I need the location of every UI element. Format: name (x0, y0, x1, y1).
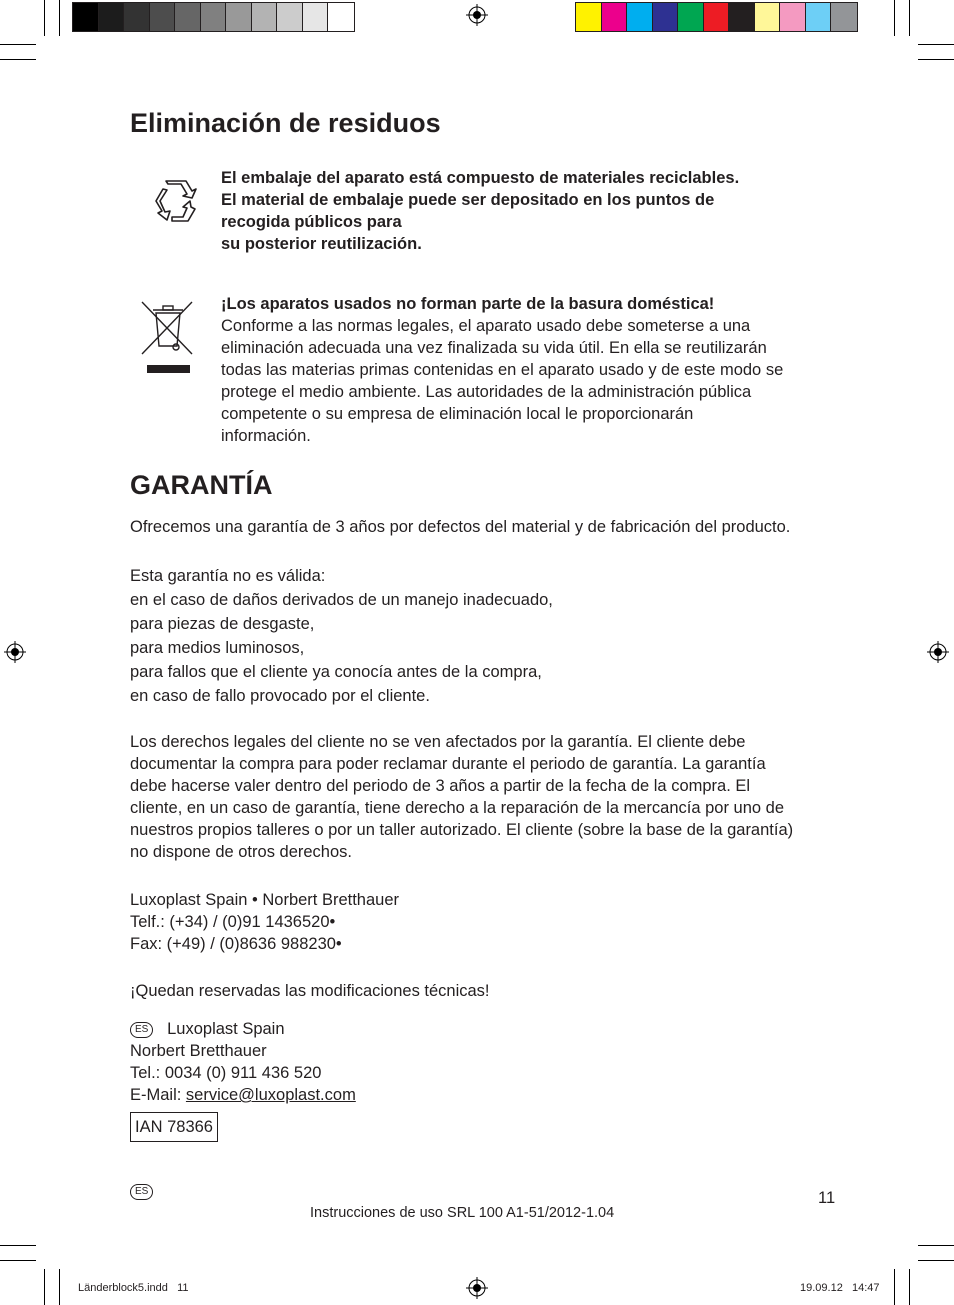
color-swatch (627, 3, 653, 31)
color-swatch (576, 3, 602, 31)
text-line: Fax: (+49) / (0)8636 988230• (130, 935, 342, 953)
text-line: Norbert Bretthauer (130, 1042, 267, 1060)
warranty-rights (130, 731, 793, 863)
crop-mark (918, 1245, 954, 1246)
text-line: Telf.: (+34) / (0)91 1436520• (130, 913, 336, 931)
crop-mark (0, 1245, 36, 1246)
color-swatch (201, 3, 227, 31)
color-swatch (73, 3, 99, 31)
company-name: Luxoplast Spain (167, 1020, 285, 1038)
weee-heading: ¡Los aparatos usados no forman parte de la basura doméstica! (221, 295, 715, 313)
registration-mark-icon (466, 4, 488, 26)
text-line: protege el medio ambiente. Las autoridades de la administración pública (221, 383, 752, 401)
text-line: su posterior reutilización. (221, 235, 422, 253)
color-swatch (252, 3, 278, 31)
color-swatch (150, 3, 176, 31)
text-line: para medios luminosos, (130, 639, 305, 657)
process-color-bar (575, 2, 858, 32)
color-swatch (729, 3, 755, 31)
text-line: El embalaje del aparato está compuesto de materiales reciclables. (221, 169, 740, 187)
reserved-note: ¡Quedan reservadas las modificaciones técnicas! (130, 982, 490, 1000)
service-address (130, 1018, 356, 1106)
text-line: para fallos que el cliente ya conocía antes de la compra, (130, 663, 542, 681)
crop-mark (44, 0, 45, 36)
email-link[interactable]: service@luxoplast.com (185, 1086, 356, 1104)
color-swatch (780, 3, 806, 31)
page-number: 11 (818, 1189, 836, 1207)
registration-mark-icon (466, 1277, 488, 1299)
text-line: Los derechos legales del cliente no se ven afectados por la garantía. El cliente debe (130, 733, 746, 751)
color-swatch (806, 3, 832, 31)
ian-box: IAN 78366 (130, 1112, 218, 1142)
country-badge: ES (130, 1022, 153, 1038)
text-line: Conforme a las normas legales, el aparato usado debe someterse a una (221, 317, 751, 335)
color-swatch (704, 3, 730, 31)
text-line: en caso de fallo provocado por el cliente. (130, 687, 430, 705)
color-swatch (653, 3, 679, 31)
text-line: en el caso de daños derivados de un manejo inadecuado, (130, 591, 553, 609)
crop-mark (918, 1260, 954, 1261)
text-line: todas las materias primas contenidas en el aparato usado y de este modo se (221, 361, 784, 379)
color-swatch (124, 3, 150, 31)
crop-mark (894, 0, 895, 36)
text-line: competente o su empresa de eliminación local le proporcionarán (221, 405, 694, 423)
weee-note (221, 293, 783, 447)
crop-mark (909, 1269, 910, 1305)
color-swatch (303, 3, 329, 31)
color-swatch (831, 3, 857, 31)
crossed-out-wheelie-bin-icon (140, 298, 196, 376)
text-line (130, 1018, 356, 1040)
crop-mark (894, 1269, 895, 1305)
color-swatch (678, 3, 704, 31)
crop-mark (0, 59, 36, 60)
text-line: nuestros propios talleres o por un taller autorizado. El cliente (sobre la base de la garantía) (130, 821, 794, 839)
warranty-intro: Ofrecemos una garantía de 3 años por defectos del material y de fabricación del producto. (130, 518, 791, 536)
crop-mark (0, 1260, 36, 1261)
color-swatch (602, 3, 628, 31)
crop-mark (909, 0, 910, 36)
crop-mark (59, 1269, 60, 1305)
color-swatch (99, 3, 125, 31)
crop-mark (44, 1269, 45, 1305)
crop-mark (59, 0, 60, 36)
color-swatch (226, 3, 252, 31)
section-title-warranty: GARANTÍA (130, 470, 273, 500)
crop-mark (918, 44, 954, 45)
recycling-note (221, 167, 739, 255)
registration-mark-icon (4, 641, 26, 663)
text-line: El material de embalaje puede ser depositado en los puntos de (221, 191, 715, 209)
text-line: debe hacerse valer dentro del periodo de 3 años a partir de la fecha de la compra. El (130, 777, 751, 795)
text-line: documentar la compra para poder reclamar durante el periodo de garantía. La garantía (130, 755, 766, 773)
recycle-icon (150, 178, 200, 224)
footer-country-badge: ES (130, 1184, 153, 1200)
text-line: información. (221, 427, 311, 445)
slug-filename: Länderblock5.indd 11 (78, 1282, 189, 1294)
slug-date: 19.09.12 14:47 (800, 1282, 880, 1294)
crop-mark (0, 44, 36, 45)
text-line: Tel.: 0034 (0) 911 436 520 (130, 1064, 322, 1082)
grayscale-color-bar (72, 2, 355, 32)
warranty-exclusions (130, 564, 553, 708)
color-swatch (175, 3, 201, 31)
text-line (130, 1084, 356, 1106)
text-line: recogida públicos para (221, 213, 402, 231)
color-swatch (755, 3, 781, 31)
text-line: no dispone de otros derechos. (130, 843, 352, 861)
section-title-disposal: Eliminación de residuos (130, 108, 441, 138)
document-reference: Instrucciones de uso SRL 100 A1-51/2012-1.04 (310, 1205, 615, 1221)
color-swatch (277, 3, 303, 31)
crop-mark (918, 59, 954, 60)
text-line: eliminación adecuada una vez finalizada su vida útil. En ella se reutilizarán (221, 339, 767, 357)
text-line: Esta garantía no es válida: (130, 567, 326, 585)
text-line: Luxoplast Spain • Norbert Bretthauer (130, 891, 400, 909)
contact-block (130, 889, 399, 955)
email-label: E-Mail: (130, 1086, 186, 1104)
color-swatch (328, 3, 354, 31)
text-line: cliente, en un caso de garantía, tiene derecho a la reparación de la mercancía por uno de (130, 799, 785, 817)
registration-mark-icon (927, 641, 949, 663)
text-line: para piezas de desgaste, (130, 615, 315, 633)
